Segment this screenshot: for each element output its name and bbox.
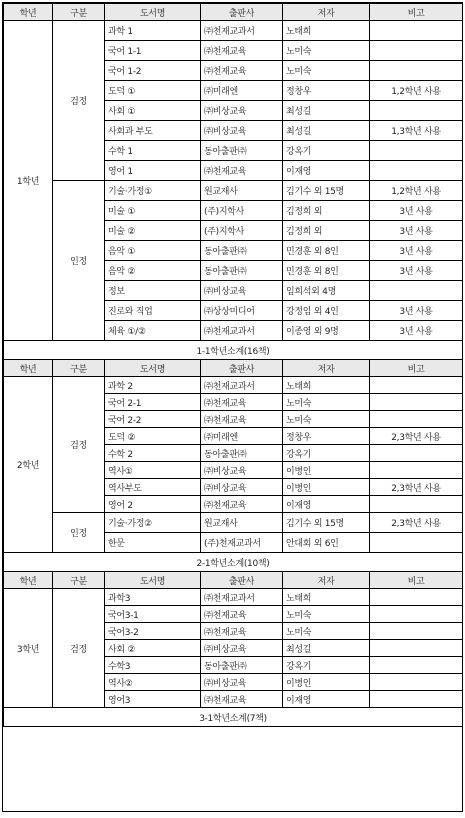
publisher-cell: ㈜비상교육 xyxy=(201,640,283,657)
category-cell: 검정 xyxy=(53,589,105,708)
note-cell xyxy=(370,462,463,479)
textbook-table xyxy=(3,3,463,727)
publisher-cell: 동아출판㈜ xyxy=(201,241,283,261)
note-cell: 1,2학년 사용 xyxy=(370,181,463,201)
book-title-cell: 국어 2-1 xyxy=(105,394,201,411)
author-cell: 정창우 xyxy=(283,428,370,445)
column-header: 저자 xyxy=(283,360,370,377)
note-cell: 3년 사용 xyxy=(370,301,463,321)
note-cell xyxy=(370,394,463,411)
book-title-cell: 과학 2 xyxy=(105,377,201,394)
book-title-cell: 기술·가정① xyxy=(105,181,201,201)
category-cell: 인정 xyxy=(53,181,105,341)
book-title-cell: 도덕 ② xyxy=(105,428,201,445)
table-row xyxy=(4,181,463,201)
book-title-cell: 미술 ① xyxy=(105,201,201,221)
book-title-cell: 국어3-1 xyxy=(105,606,201,623)
book-title-cell: 역사부도 xyxy=(105,479,201,496)
note-cell xyxy=(370,589,463,606)
note-cell xyxy=(370,445,463,462)
publisher-cell: ㈜비상교육 xyxy=(201,121,283,141)
category-cell: 인정 xyxy=(53,513,105,553)
author-cell: 이종영 외 9명 xyxy=(283,321,370,341)
subtotal-row xyxy=(4,553,463,572)
author-cell: 이병인 xyxy=(283,479,370,496)
grade-cell: 3학년 xyxy=(4,589,53,708)
book-title-cell: 국어3-2 xyxy=(105,623,201,640)
author-cell: 김정희 외 xyxy=(283,221,370,241)
book-title-cell: 역사① xyxy=(105,462,201,479)
author-cell: 정창우 xyxy=(283,81,370,101)
book-title-cell: 과학3 xyxy=(105,589,201,606)
column-header: 저자 xyxy=(283,4,370,21)
column-header: 출판사 xyxy=(201,572,283,589)
publisher-cell: ㈜상상미디어 xyxy=(201,301,283,321)
publisher-cell: ㈜천재교육 xyxy=(201,61,283,81)
column-header: 출판사 xyxy=(201,360,283,377)
publisher-cell: (주)천재교과서 xyxy=(201,533,283,553)
author-cell: 임희석외 4명 xyxy=(283,281,370,301)
note-cell xyxy=(370,101,463,121)
note-cell: 2,3학년 사용 xyxy=(370,479,463,496)
publisher-cell: ㈜비상교육 xyxy=(201,674,283,691)
publisher-cell: ㈜천재교육 xyxy=(201,394,283,411)
publisher-cell: (주)지학사 xyxy=(201,221,283,241)
header-row xyxy=(4,4,463,21)
publisher-cell: (주)지학사 xyxy=(201,201,283,221)
column-header: 저자 xyxy=(283,572,370,589)
column-header: 학년 xyxy=(4,572,53,589)
author-cell: 이재영 xyxy=(283,161,370,181)
author-cell: 노미숙 xyxy=(283,61,370,81)
note-cell xyxy=(370,411,463,428)
book-title-cell: 도덕 ① xyxy=(105,81,201,101)
book-title-cell: 사회 ① xyxy=(105,101,201,121)
publisher-cell: 원교재사 xyxy=(201,181,283,201)
author-cell: 노미숙 xyxy=(283,606,370,623)
note-cell xyxy=(370,161,463,181)
category-cell: 검정 xyxy=(53,21,105,181)
column-header: 도서명 xyxy=(105,4,201,21)
note-cell xyxy=(370,674,463,691)
book-title-cell: 수학 1 xyxy=(105,141,201,161)
author-cell: 강정임 외 4인 xyxy=(283,301,370,321)
author-cell: 노미숙 xyxy=(283,394,370,411)
note-cell xyxy=(370,657,463,674)
note-cell: 1,3학년 사용 xyxy=(370,121,463,141)
column-header: 도서명 xyxy=(105,572,201,589)
book-title-cell: 과학 1 xyxy=(105,21,201,41)
note-cell xyxy=(370,21,463,41)
publisher-cell: ㈜천재교육 xyxy=(201,161,283,181)
book-title-cell: 수학 2 xyxy=(105,445,201,462)
publisher-cell: 동아출판㈜ xyxy=(201,445,283,462)
publisher-cell: 원교재사 xyxy=(201,513,283,533)
column-header: 학년 xyxy=(4,360,53,377)
column-header: 구분 xyxy=(53,360,105,377)
publisher-cell: ㈜천재교과서 xyxy=(201,377,283,394)
book-title-cell: 국어 2-2 xyxy=(105,411,201,428)
book-title-cell: 역사② xyxy=(105,674,201,691)
author-cell: 김기수 외 15명 xyxy=(283,181,370,201)
author-cell: 이재영 xyxy=(283,496,370,513)
subtotal-row xyxy=(4,341,463,360)
table-row xyxy=(4,377,463,394)
subtotal-cell: 2-1학년소계(10책) xyxy=(4,553,463,572)
publisher-cell: ㈜비상교육 xyxy=(201,281,283,301)
note-cell: 2,3학년 사용 xyxy=(370,428,463,445)
author-cell: 노태희 xyxy=(283,377,370,394)
book-title-cell: 진로와 직업 xyxy=(105,301,201,321)
book-title-cell: 체육 ①/② xyxy=(105,321,201,341)
note-cell: 3년 사용 xyxy=(370,201,463,221)
author-cell: 김기수 외 15명 xyxy=(283,513,370,533)
column-header: 비고 xyxy=(370,4,463,21)
publisher-cell: ㈜비상교육 xyxy=(201,479,283,496)
note-cell xyxy=(370,281,463,301)
publisher-cell: ㈜비상교육 xyxy=(201,101,283,121)
book-title-cell: 영어 1 xyxy=(105,161,201,181)
book-title-cell: 기술·가정② xyxy=(105,513,201,533)
author-cell: 최성길 xyxy=(283,640,370,657)
book-title-cell: 수학3 xyxy=(105,657,201,674)
table-row xyxy=(4,21,463,41)
publisher-cell: ㈜천재교육 xyxy=(201,411,283,428)
book-title-cell: 영어3 xyxy=(105,691,201,708)
author-cell: 이재영 xyxy=(283,691,370,708)
author-cell: 강옥기 xyxy=(283,657,370,674)
column-header: 도서명 xyxy=(105,360,201,377)
table-row xyxy=(4,589,463,606)
column-header: 비고 xyxy=(370,572,463,589)
author-cell: 이병인 xyxy=(283,462,370,479)
note-cell: 2,3학년 사용 xyxy=(370,513,463,533)
note-cell xyxy=(370,41,463,61)
book-title-cell: 국어 1-2 xyxy=(105,61,201,81)
author-cell: 최성길 xyxy=(283,101,370,121)
publisher-cell: ㈜미래엔 xyxy=(201,81,283,101)
publisher-cell: 동아출판㈜ xyxy=(201,657,283,674)
subtotal-row xyxy=(4,708,463,727)
note-cell xyxy=(370,606,463,623)
column-header: 학년 xyxy=(4,4,53,21)
note-cell: 1,2학년 사용 xyxy=(370,81,463,101)
author-cell: 최성길 xyxy=(283,121,370,141)
publisher-cell: 동아출판㈜ xyxy=(201,261,283,281)
column-header: 비고 xyxy=(370,360,463,377)
publisher-cell: ㈜천재교과서 xyxy=(201,321,283,341)
book-title-cell: 국어 1-1 xyxy=(105,41,201,61)
author-cell: 강옥기 xyxy=(283,141,370,161)
note-cell xyxy=(370,377,463,394)
subtotal-cell: 1-1학년소계(16책) xyxy=(4,341,463,360)
author-cell: 강옥기 xyxy=(283,445,370,462)
author-cell: 노태희 xyxy=(283,589,370,606)
author-cell: 노미숙 xyxy=(283,411,370,428)
note-cell xyxy=(370,623,463,640)
author-cell: 민경훈 외 8인 xyxy=(283,241,370,261)
book-title-cell: 사회과 부도 xyxy=(105,121,201,141)
book-title-cell: 정보 xyxy=(105,281,201,301)
note-cell xyxy=(370,533,463,553)
publisher-cell: ㈜천재교육 xyxy=(201,606,283,623)
note-cell xyxy=(370,640,463,657)
grade-cell: 1학년 xyxy=(4,21,53,341)
book-title-cell: 영어 2 xyxy=(105,496,201,513)
publisher-cell: ㈜천재교과서 xyxy=(201,589,283,606)
author-cell: 안대회 외 6인 xyxy=(283,533,370,553)
column-header: 출판사 xyxy=(201,4,283,21)
book-title-cell: 한문 xyxy=(105,533,201,553)
publisher-cell: ㈜천재교육 xyxy=(201,496,283,513)
publisher-cell: 동아출판㈜ xyxy=(201,141,283,161)
grade-cell: 2학년 xyxy=(4,377,53,553)
column-header: 구분 xyxy=(53,4,105,21)
note-cell: 3년 사용 xyxy=(370,261,463,281)
book-title-cell: 사회 ② xyxy=(105,640,201,657)
author-cell: 이병인 xyxy=(283,674,370,691)
author-cell: 노미숙 xyxy=(283,623,370,640)
publisher-cell: ㈜비상교육 xyxy=(201,462,283,479)
book-title-cell: 미술 ② xyxy=(105,221,201,241)
publisher-cell: ㈜천재교육 xyxy=(201,691,283,708)
publisher-cell: ㈜천재교육 xyxy=(201,623,283,640)
note-cell xyxy=(370,141,463,161)
note-cell: 3년 사용 xyxy=(370,321,463,341)
category-cell: 검정 xyxy=(53,377,105,513)
publisher-cell: ㈜천재교육 xyxy=(201,41,283,61)
note-cell xyxy=(370,691,463,708)
note-cell xyxy=(370,61,463,81)
publisher-cell: ㈜천재교과서 xyxy=(201,21,283,41)
note-cell xyxy=(370,496,463,513)
publisher-cell: ㈜미래엔 xyxy=(201,428,283,445)
header-row xyxy=(4,572,463,589)
note-cell: 3년 사용 xyxy=(370,221,463,241)
book-title-cell: 음악 ① xyxy=(105,241,201,261)
column-header: 구분 xyxy=(53,572,105,589)
author-cell: 민경훈 외 8인 xyxy=(283,261,370,281)
header-row xyxy=(4,360,463,377)
table-row xyxy=(4,513,463,533)
note-cell: 3년 사용 xyxy=(370,241,463,261)
author-cell: 노태희 xyxy=(283,21,370,41)
author-cell: 김정희 외 xyxy=(283,201,370,221)
author-cell: 노미숙 xyxy=(283,41,370,61)
book-title-cell: 음악 ② xyxy=(105,261,201,281)
textbook-list-document xyxy=(2,2,463,812)
subtotal-cell: 3-1학년소계(7책) xyxy=(4,708,463,727)
